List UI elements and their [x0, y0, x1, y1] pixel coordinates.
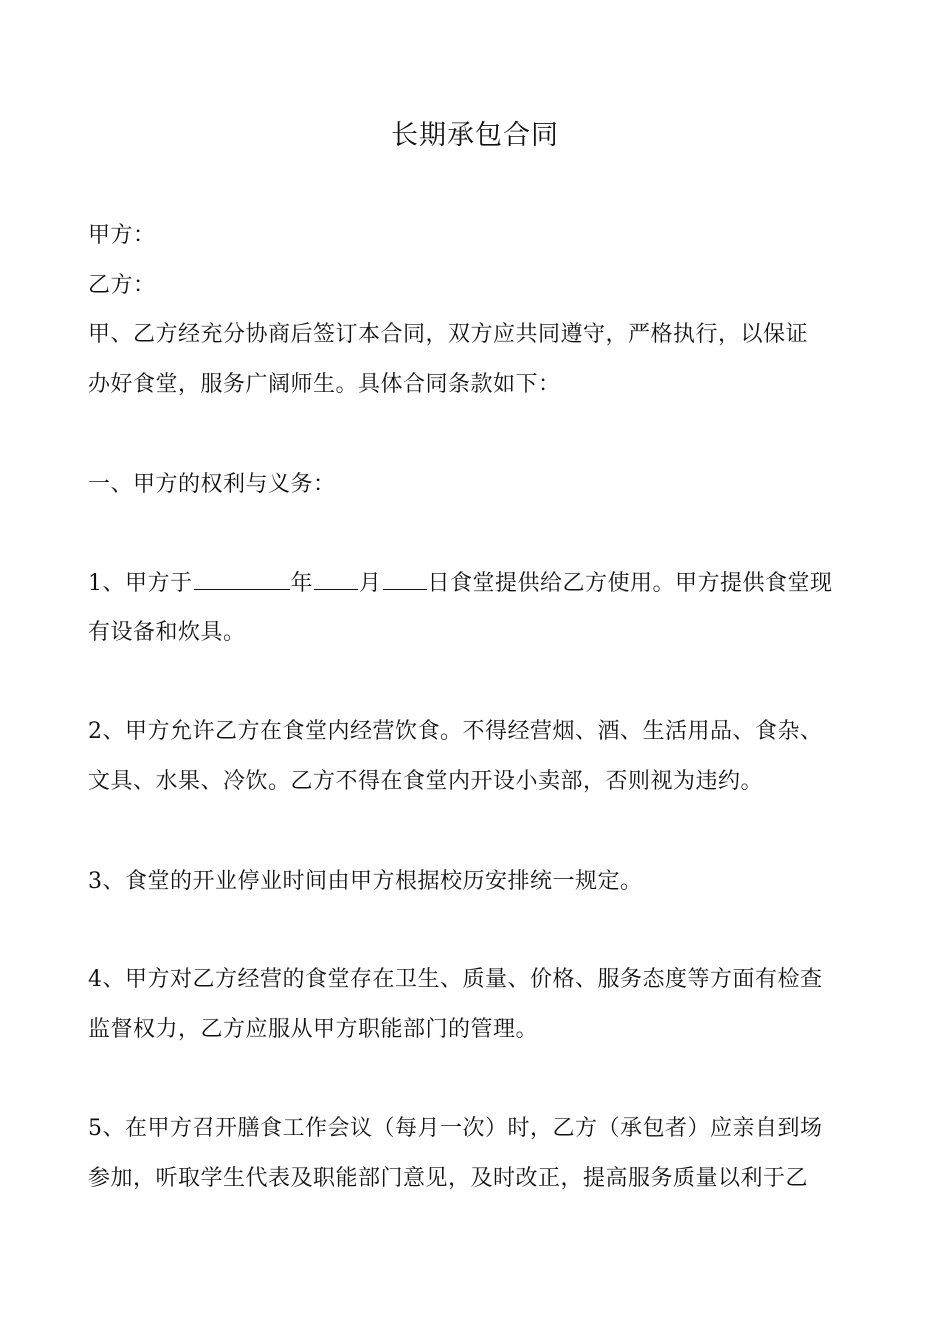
- clause-1-prefix: 1、甲方于: [88, 571, 193, 596]
- party-b-label: 乙方：: [88, 273, 156, 298]
- clause-1-month-label: 月: [359, 571, 382, 596]
- clause-2-line-2: 文具、水果、冷饮。乙方不得在食堂内开设小卖部，否则视为违约。: [88, 769, 764, 794]
- document-title: 长期承包合同: [391, 120, 559, 151]
- clause-5-line-2: 参加，听取学生代表及职能部门意见，及时改正，提高服务质量以利于乙: [88, 1166, 809, 1191]
- intro-line-2: 办好食堂，服务广阔师生。具体合同条款如下：: [88, 372, 561, 397]
- party-a-label: 甲方：: [88, 223, 156, 248]
- clause-4-line-1: 4、甲方对乙方经营的食堂存在卫生、质量、价格、服务态度等方面有检查: [88, 967, 823, 992]
- clause-5-line-1: 5、在甲方召开膳食工作会议（每月一次）时，乙方（承包者）应亲自到场: [88, 1116, 823, 1141]
- intro-line-1: 甲、乙方经充分协商后签订本合同，双方应共同遵守，严格执行，以保证: [88, 322, 809, 347]
- clause-3-line-1: 3、食堂的开业停业时间由甲方根据校历安排统一规定。: [88, 869, 643, 894]
- clause-2-line-1: 2、甲方允许乙方在食堂内经营饮食。不得经营烟、酒、生活用品、食杂、: [88, 719, 823, 744]
- month-blank: [314, 567, 358, 590]
- year-blank: [194, 567, 290, 590]
- clause-1-year-label: 年: [290, 571, 314, 596]
- clause-1-rest: 日食堂提供给乙方使用。甲方提供食堂现: [427, 571, 833, 596]
- clause-1-line-1: [88, 567, 878, 600]
- clause-1-line-2: 有设备和炊具。: [88, 620, 246, 645]
- clause-4-line-2: 监督权力，乙方应服从甲方职能部门的管理。: [88, 1017, 539, 1042]
- section-1-heading: 一、甲方的权利与义务：: [88, 472, 336, 497]
- day-blank: [383, 567, 427, 590]
